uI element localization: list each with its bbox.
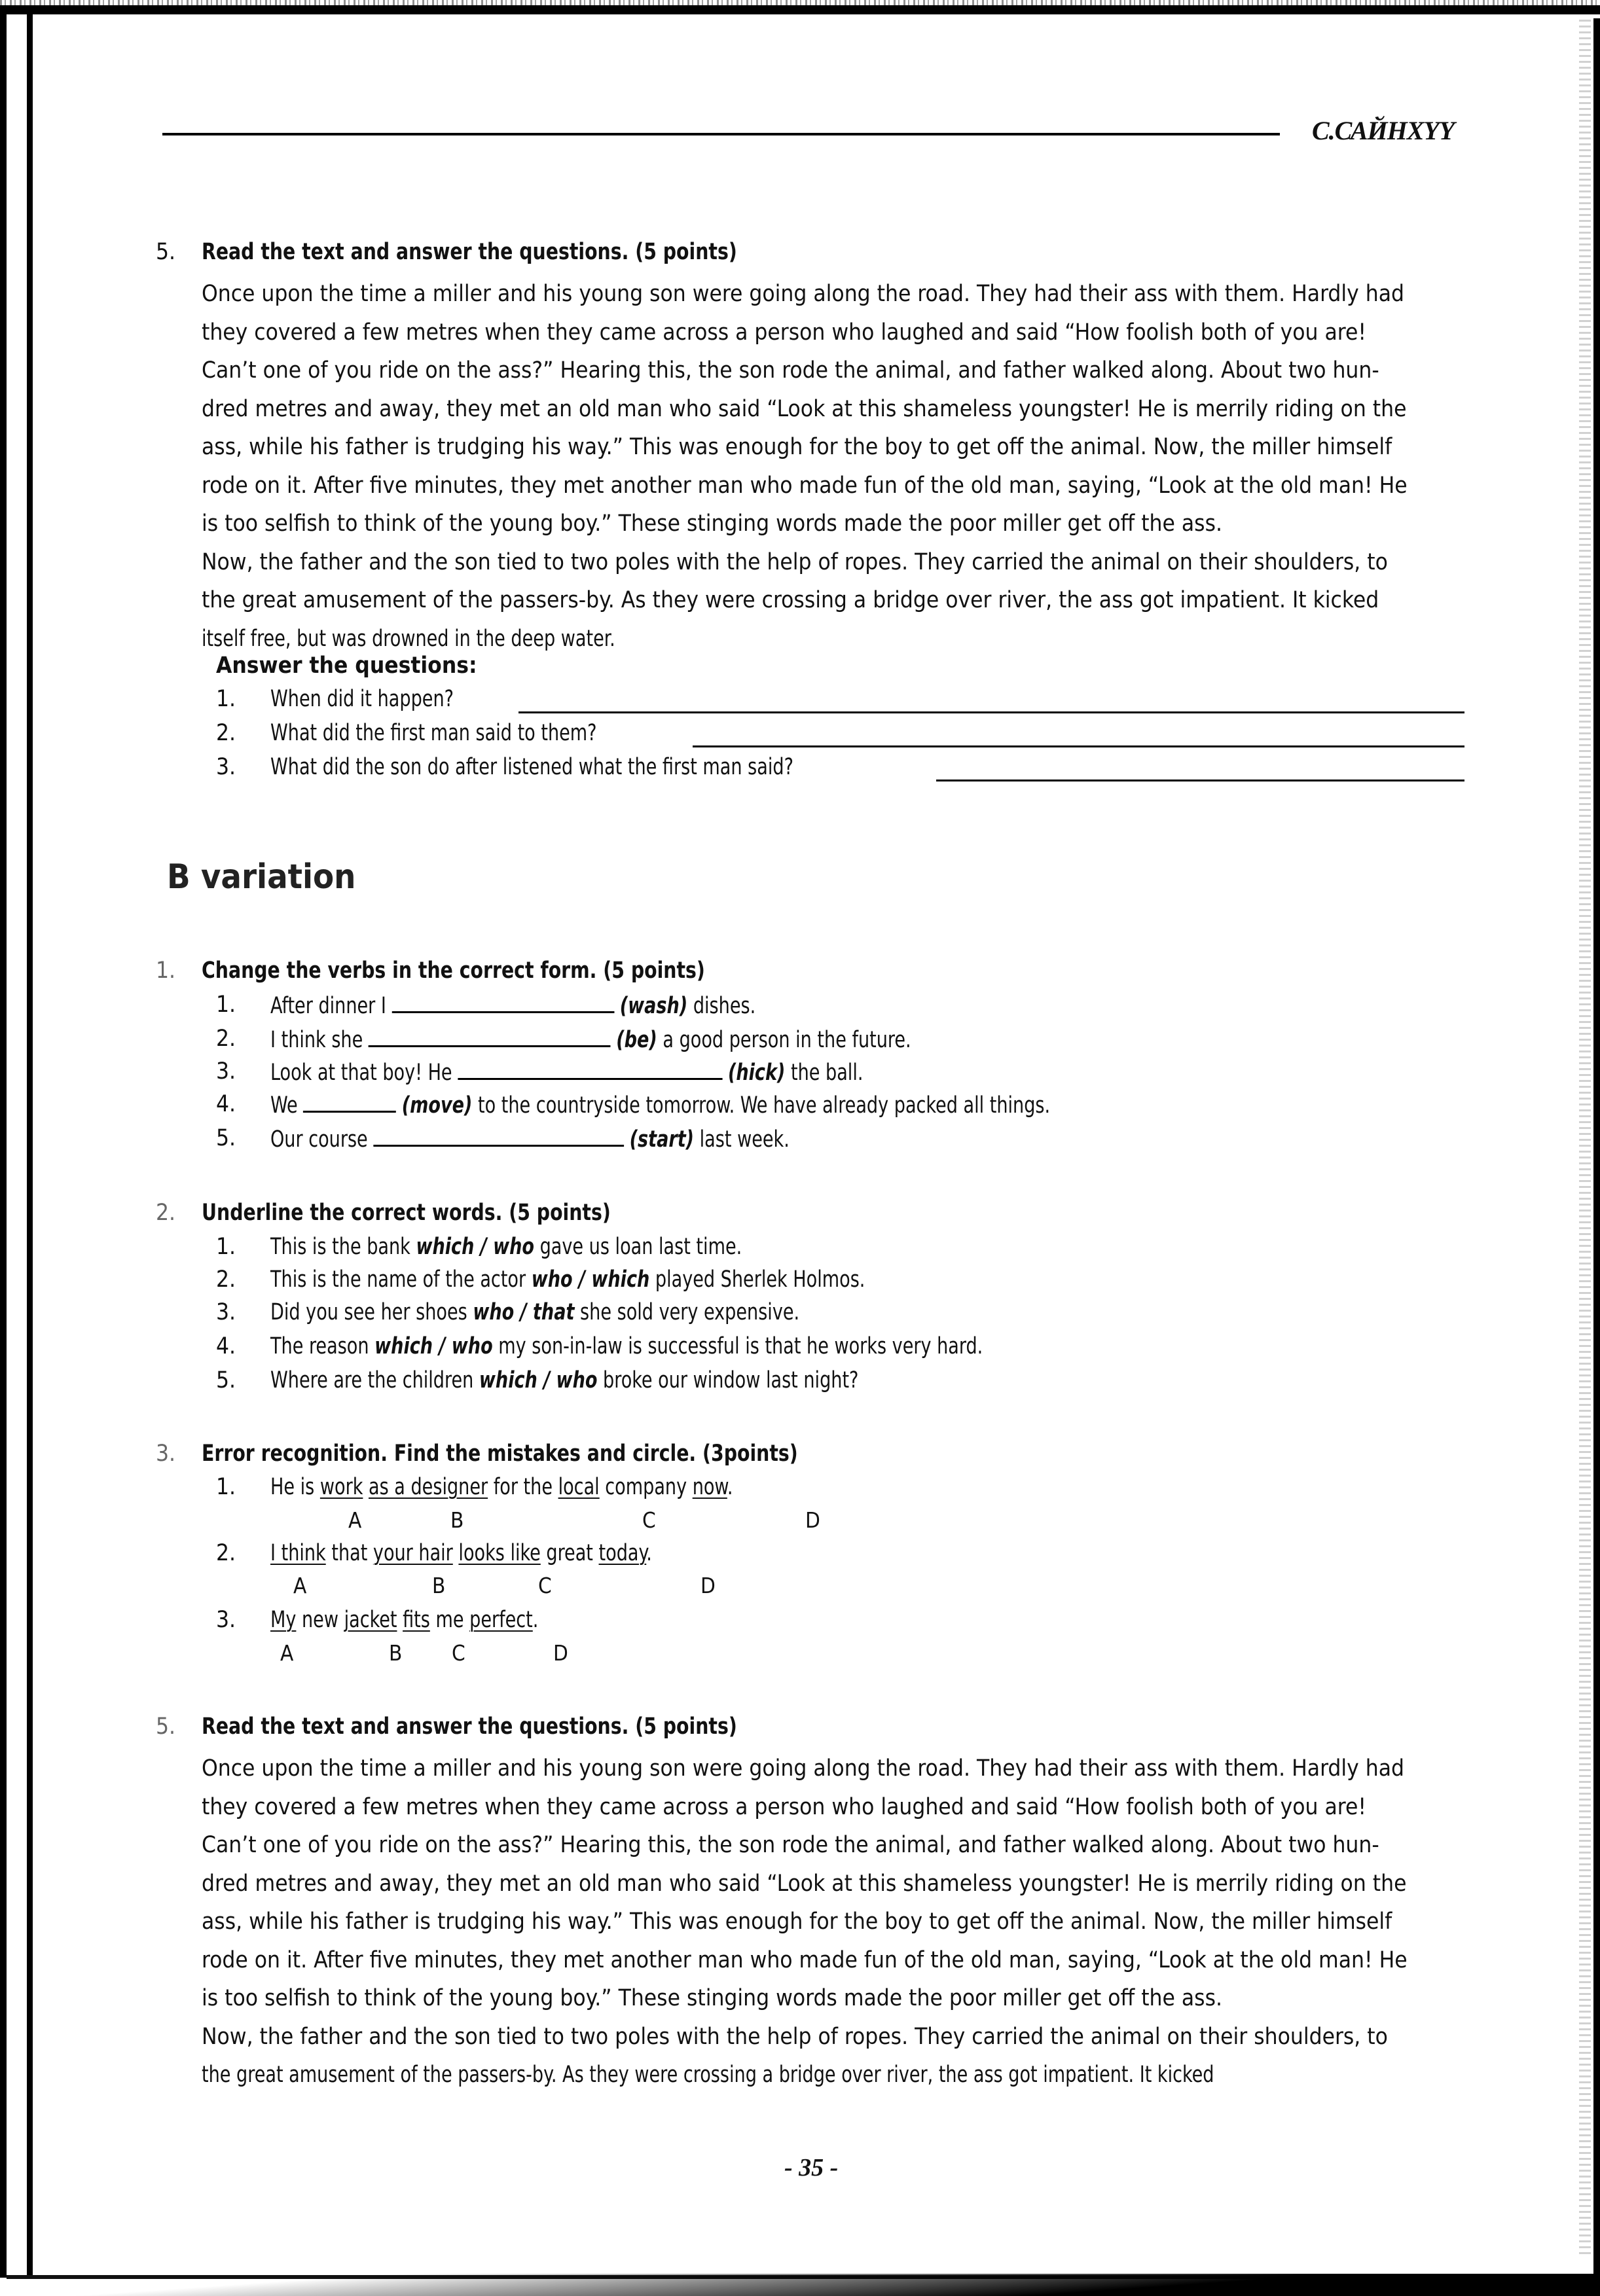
error-item xyxy=(270,1607,538,1633)
passage-line: the great amusement of the passers-by. As they were crossing a bridge over river, the ass got impatient. It kicked xyxy=(202,587,1379,613)
item-number: 5. xyxy=(216,1125,236,1151)
choice-item xyxy=(270,1367,858,1393)
option-letter: C xyxy=(642,1507,656,1533)
option-letter: A xyxy=(293,1573,307,1598)
header-rule xyxy=(162,133,1280,135)
verb-hint: (wash) xyxy=(619,993,688,1019)
item-number: 3. xyxy=(216,1607,236,1633)
question-title: Read the text and answer the questions. (5 points) xyxy=(202,239,737,265)
passage-line: rode on it. After five minutes, they met another man who made fun of the old man, saying, “Look at the old man! He xyxy=(202,1946,1408,1973)
word-choice[interactable]: which / who xyxy=(374,1333,493,1359)
option-a[interactable]: work xyxy=(319,1474,363,1500)
question-number: 2. xyxy=(156,1200,176,1226)
section-title: B variation xyxy=(167,857,356,897)
item-text: my son-in-law is successful is that he works very hard. xyxy=(498,1333,983,1359)
passage-line: ass, while his father is trudging his way.” This was enough for the boy to get off the animal. Now, the miller himself xyxy=(202,434,1392,460)
answer-line[interactable] xyxy=(936,780,1464,781)
question-number: 1. xyxy=(156,958,176,984)
option-d[interactable]: now xyxy=(692,1474,727,1500)
item-text: Look at that boy! He xyxy=(270,1060,452,1086)
word-choice[interactable]: which / who xyxy=(416,1234,535,1260)
question-number: 1. xyxy=(216,686,236,712)
verb-hint: (hick) xyxy=(728,1060,786,1086)
item-text: We xyxy=(270,1092,298,1119)
item-text: The reason xyxy=(270,1333,369,1359)
verb-hint: (move) xyxy=(401,1092,473,1119)
item-number: 2. xyxy=(216,1026,236,1052)
page-number: - 35 - xyxy=(784,2154,839,2181)
item-text: gave us loan last time. xyxy=(539,1234,742,1260)
choice-item xyxy=(270,1234,742,1260)
item-text: Did you see her shoes xyxy=(270,1299,467,1325)
option-letter: A xyxy=(280,1640,294,1666)
question-number: 5. xyxy=(156,239,176,265)
option-d[interactable]: perfect xyxy=(469,1607,533,1633)
item-text xyxy=(453,1540,459,1566)
item-text: This is the bank xyxy=(270,1234,410,1260)
verb-hint: (start) xyxy=(629,1126,695,1153)
item-number: 3. xyxy=(216,1058,236,1085)
question-number: 2. xyxy=(216,720,236,746)
binding-mark xyxy=(29,547,41,638)
option-letter: B xyxy=(432,1573,446,1598)
item-text: new xyxy=(296,1607,344,1633)
item-number: 1. xyxy=(216,992,236,1018)
option-letter: C xyxy=(452,1640,465,1666)
question-title: Error recognition. Find the mistakes and circle. (3points) xyxy=(202,1441,798,1467)
item-text: broke our window last night? xyxy=(603,1367,859,1393)
passage-line: Once upon the time a miller and his young son were going along the road. They had their ass with them. Hardly had xyxy=(202,1755,1405,1782)
item-number: 4. xyxy=(216,1091,236,1117)
verb-item xyxy=(270,1091,1050,1119)
item-text: He is xyxy=(270,1474,320,1500)
passage-line: Can’t one of you ride on the ass?” Hearing this, the son rode the animal, and father walked along. About two hun- xyxy=(202,357,1379,384)
item-number: 1. xyxy=(216,1474,236,1500)
verb-item xyxy=(270,992,755,1019)
option-b[interactable]: your hair xyxy=(373,1540,453,1566)
item-text: . xyxy=(532,1607,539,1633)
passage-line: dred metres and away, they met an old man who said “Look at this shameless youngster! He is merrily riding on the xyxy=(202,1870,1407,1897)
item-text: the ball. xyxy=(790,1060,864,1086)
passage-line: Can’t one of you ride on the ass?” Hearing this, the son rode the animal, and father walked along. About two hun- xyxy=(202,1832,1379,1858)
scan-border-bottom xyxy=(7,2274,1600,2296)
verb-hint: (be) xyxy=(616,1027,657,1053)
option-b[interactable]: jacket xyxy=(344,1607,397,1633)
option-a[interactable]: I think xyxy=(270,1540,326,1566)
item-text: company xyxy=(599,1474,693,1500)
option-letter: D xyxy=(553,1640,568,1666)
passage-line: is too selfish to think of the young boy.” These stinging words made the poor miller get off the ass. xyxy=(202,1985,1222,2011)
item-text xyxy=(397,1607,403,1633)
option-letter: C xyxy=(538,1573,552,1598)
verb-item xyxy=(270,1125,790,1153)
item-text: dishes. xyxy=(693,993,756,1019)
verb-item xyxy=(270,1058,863,1086)
passage-line: Once upon the time a miller and his young son were going along the road. They had their ass with them. Hardly had xyxy=(202,281,1405,307)
option-c[interactable]: looks like xyxy=(458,1540,541,1566)
verb-item xyxy=(270,1026,911,1053)
passage-line: Now, the father and the son tied to two poles with the help of ropes. They carried the animal on their shoulders, to xyxy=(202,2023,1388,2050)
question-number: 5. xyxy=(156,1713,176,1740)
item-text: . xyxy=(727,1474,733,1500)
option-c[interactable]: local xyxy=(558,1474,600,1500)
answer-blank[interactable] xyxy=(458,1058,722,1080)
answer-blank[interactable] xyxy=(373,1125,624,1147)
item-text: to the countryside tomorrow. We have already packed all things. xyxy=(477,1092,1051,1119)
item-number: 1. xyxy=(216,1234,236,1260)
passage-line: is too selfish to think of the young boy.” These stinging words made the poor miller get off the ass. xyxy=(202,511,1222,537)
item-text: played Sherlek Holmos. xyxy=(655,1266,865,1293)
answer-blank[interactable] xyxy=(391,992,614,1013)
item-number: 2. xyxy=(216,1266,236,1293)
option-d[interactable]: today xyxy=(598,1540,647,1566)
answer-line[interactable] xyxy=(518,711,1464,713)
option-letter: B xyxy=(450,1507,464,1533)
option-c[interactable]: fits xyxy=(403,1607,430,1633)
choice-item xyxy=(270,1333,983,1359)
option-b[interactable]: as a designer xyxy=(368,1474,488,1500)
binding-mark xyxy=(29,1623,41,1741)
passage-line: the great amusement of the passers-by. As they were crossing a bridge over river, the ass got impatient. It kicked xyxy=(202,2062,1214,2088)
question-title: Underline the correct words. (5 points) xyxy=(202,1200,611,1226)
item-text: last week. xyxy=(699,1126,790,1153)
item-text: a good person in the future. xyxy=(663,1027,911,1053)
item-text: that xyxy=(325,1540,373,1566)
question-title: Read the text and answer the questions. (5 points) xyxy=(202,1713,737,1740)
word-choice[interactable]: who / that xyxy=(473,1299,575,1325)
item-number: 4. xyxy=(216,1333,236,1359)
item-text: Where are the children xyxy=(270,1367,474,1393)
item-text: for the xyxy=(488,1474,558,1500)
comprehension-question: When did it happen? xyxy=(270,686,454,712)
item-number: 2. xyxy=(216,1540,236,1566)
item-text: I think she xyxy=(270,1027,363,1053)
question-number: 3. xyxy=(216,754,236,780)
scan-border-top xyxy=(0,5,1600,14)
answer-line[interactable] xyxy=(693,745,1464,747)
reading-passage xyxy=(202,275,1515,658)
passage-line: they covered a few metres when they came across a person who laughed and said “How foolish both of you are! xyxy=(202,1793,1366,1820)
comprehension-question: What did the son do after listened what the first man said? xyxy=(270,754,793,780)
scan-right-artifacts xyxy=(1579,20,1591,2258)
error-item xyxy=(270,1540,652,1566)
choice-item xyxy=(270,1266,865,1293)
word-choice[interactable]: which / who xyxy=(479,1367,598,1393)
item-text: she sold very expensive. xyxy=(580,1299,800,1325)
item-text: me xyxy=(429,1607,470,1633)
passage-line: rode on it. After five minutes, they met another man who made fun of the old man, saying, “Look at the old man! He xyxy=(202,472,1408,499)
passage-line: ass, while his father is trudging his way.” This was enough for the boy to get off the animal. Now, the miller himself xyxy=(202,1909,1392,1935)
scan-border-left-inner xyxy=(27,13,33,2278)
item-text: This is the name of the actor xyxy=(270,1266,526,1293)
scan-border-left-outer xyxy=(0,13,7,2278)
item-number: 5. xyxy=(216,1367,236,1393)
choice-item xyxy=(270,1299,799,1325)
question-number: 3. xyxy=(156,1441,176,1467)
passage-line: they covered a few metres when they came across a person who laughed and said “How foolish both of you are! xyxy=(202,319,1366,346)
reading-passage xyxy=(202,1749,1515,2094)
answer-blank[interactable] xyxy=(303,1091,396,1113)
item-text: . xyxy=(646,1540,652,1566)
option-a[interactable]: My xyxy=(270,1607,297,1633)
passage-line: Now, the father and the son tied to two poles with the help of ropes. They carried the animal on their shoulders, to xyxy=(202,548,1388,575)
answer-blank[interactable] xyxy=(369,1026,611,1047)
passage-line: itself free, but was drowned in the deep water. xyxy=(202,625,615,652)
item-number: 3. xyxy=(216,1299,236,1325)
scan-border-right xyxy=(1593,18,1600,2283)
scan-noise-top xyxy=(0,0,1600,5)
answer-heading: Answer the questions: xyxy=(216,653,477,679)
comprehension-question: What did the first man said to them? xyxy=(270,720,597,746)
header-author: С.САЙНХҮҮ xyxy=(1312,116,1455,145)
item-text: great xyxy=(540,1540,599,1566)
item-text: Our course xyxy=(270,1126,368,1153)
question-title: Change the verbs in the correct form. (5 points) xyxy=(202,958,705,984)
option-letter: B xyxy=(389,1640,403,1666)
option-letter: A xyxy=(348,1507,362,1533)
word-choice[interactable]: who / which xyxy=(531,1266,650,1293)
error-item xyxy=(270,1474,733,1500)
item-text: After dinner I xyxy=(270,993,386,1019)
passage-line: dred metres and away, they met an old man who said “Look at this shameless youngster! He is merrily riding on the xyxy=(202,395,1407,422)
option-letter: D xyxy=(805,1507,820,1533)
option-letter: D xyxy=(700,1573,716,1598)
